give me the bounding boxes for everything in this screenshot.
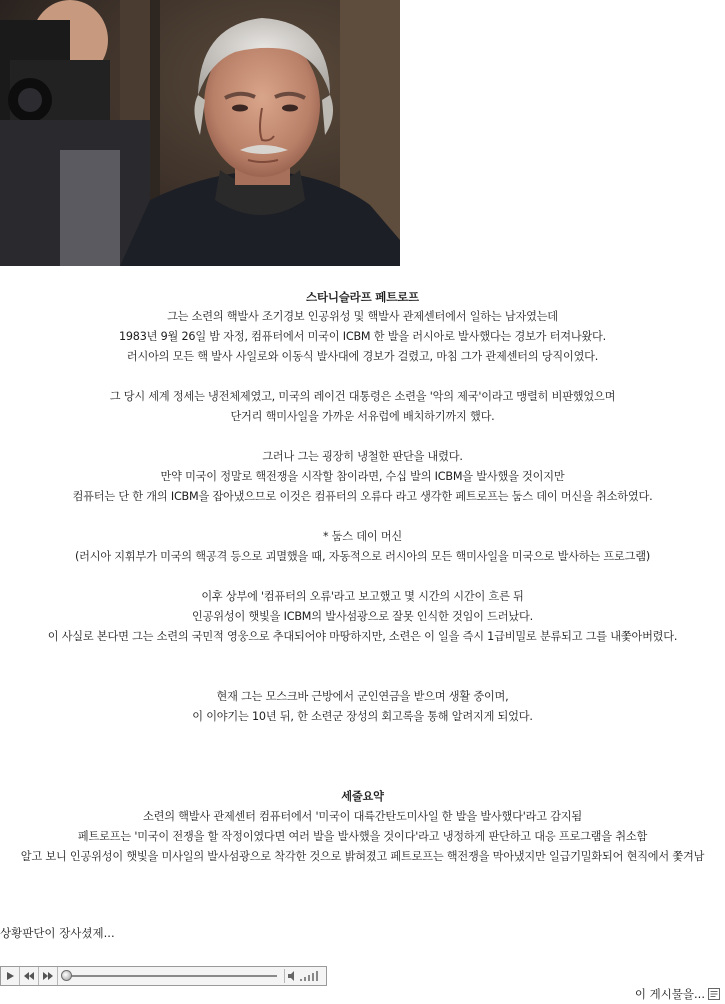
previous-button[interactable] (20, 967, 39, 985)
seek-handle[interactable] (61, 970, 72, 981)
article-line: 1983년 9월 26일 밤 자정, 컴퓨터에서 미국이 ICBM 한 발을 러시아로 발사했다는 경보가 터져나왔다. (118, 330, 607, 343)
summary-line: 페트로프는 '미국이 전쟁을 할 작정이였다면 여러 발을 발사했을 것이다'라고 냉정하게 판단하고 대응 프로그램을 취소함 (77, 830, 648, 843)
summary-line: 소련의 핵발사 관제센터 컴퓨터에서 '미국이 대륙간탄도미사일 한 발을 발사했다'라고 감지됨 (142, 810, 583, 823)
article-line: 단거리 핵미사일을 가까운 서유럽에 배치하기까지 했다. (230, 410, 495, 423)
rewind-icon (23, 971, 35, 981)
article-photo (0, 0, 400, 266)
seek-track (65, 975, 277, 977)
more-link-label: 이 게시물을... (634, 987, 705, 1001)
media-player (0, 966, 327, 986)
document-icon (707, 987, 721, 1001)
photo-illustration (0, 0, 400, 266)
article-line: 러시아의 모든 핵 발사 사일로와 이동식 발사대에 경보가 걸렸고, 마침 그가 관제센터의 당직이였다. (126, 350, 599, 363)
volume-control[interactable] (284, 969, 325, 983)
article-line: (러시아 지휘부가 미국의 핵공격 등으로 괴멸했을 때, 자동적으로 러시아의 모든 핵미사일을 미국으로 발사하는 프로그램) (74, 550, 651, 563)
more-link[interactable] (635, 986, 721, 1002)
article-body (0, 287, 725, 727)
seek-bar[interactable] (61, 970, 281, 982)
article-line: 그 당시 세계 정세는 냉전체제였고, 미국의 레이건 대통령은 소련을 '악의 제국'이라고 맹렬히 비판했었으며 (109, 390, 616, 403)
doomsday-heading: * 둠스 데이 머신 (322, 530, 403, 543)
summary-line: 알고 보니 인공위성이 햇빛을 미사일의 발사섬광으로 착각한 것으로 밝혀졌고 페트로프는 핵전쟁을 막아냈지만 일급기밀화되어 현직에서 쫓겨남 (20, 850, 705, 863)
article-title: 스타니슬라프 페트로프 (306, 290, 419, 304)
comment-text: 상황판단이 장사셨제... (0, 926, 115, 940)
article-line: 이 이야기는 10년 뒤, 한 소련군 장성의 회고록을 통해 알려지게 되었다. (192, 710, 533, 723)
summary-title: 세줄요약 (341, 790, 384, 803)
play-button[interactable] (1, 967, 20, 985)
play-icon (5, 971, 15, 981)
article-line: 만약 미국이 정말로 핵전쟁을 시작할 참이라면, 수십 발의 ICBM을 발사했을 것이지만 (160, 470, 565, 483)
volume-icon (285, 969, 325, 983)
article-line: 그는 소련의 핵발사 조기경보 인공위성 및 핵발사 관제센터에서 일하는 남자였는데 (167, 310, 558, 323)
next-button[interactable] (39, 967, 58, 985)
summary-section (0, 787, 725, 866)
article-line: 현재 그는 모스크바 근방에서 군인연금을 받으며 생활 중이며, (216, 690, 509, 703)
article-line: 이 사실로 본다면 그는 소련의 국민적 영웅으로 추대되어야 마땅하지만, 소련은 이 일을 즉시 1급비밀로 분류되고 그를 내쫓아버렸다. (47, 630, 678, 643)
article-line: 이후 상부에 '컴퓨터의 오류'라고 보고했고 몇 시간의 시간이 흐른 뒤 (201, 590, 524, 603)
article-line: 그러나 그는 굉장히 냉철한 판단을 내렸다. (262, 450, 463, 463)
article-line: 컴퓨터는 단 한 개의 ICBM을 잡아냈으므로 이것은 컴퓨터의 오류다 라고 생각한 페트로프는 둠스 데이 머신을 취소하였다. (72, 490, 653, 503)
fast-forward-icon (42, 971, 54, 981)
article-line: 인공위성이 햇빛을 ICBM의 발사섬광으로 잘못 인식한 것임이 드러났다. (192, 610, 533, 623)
